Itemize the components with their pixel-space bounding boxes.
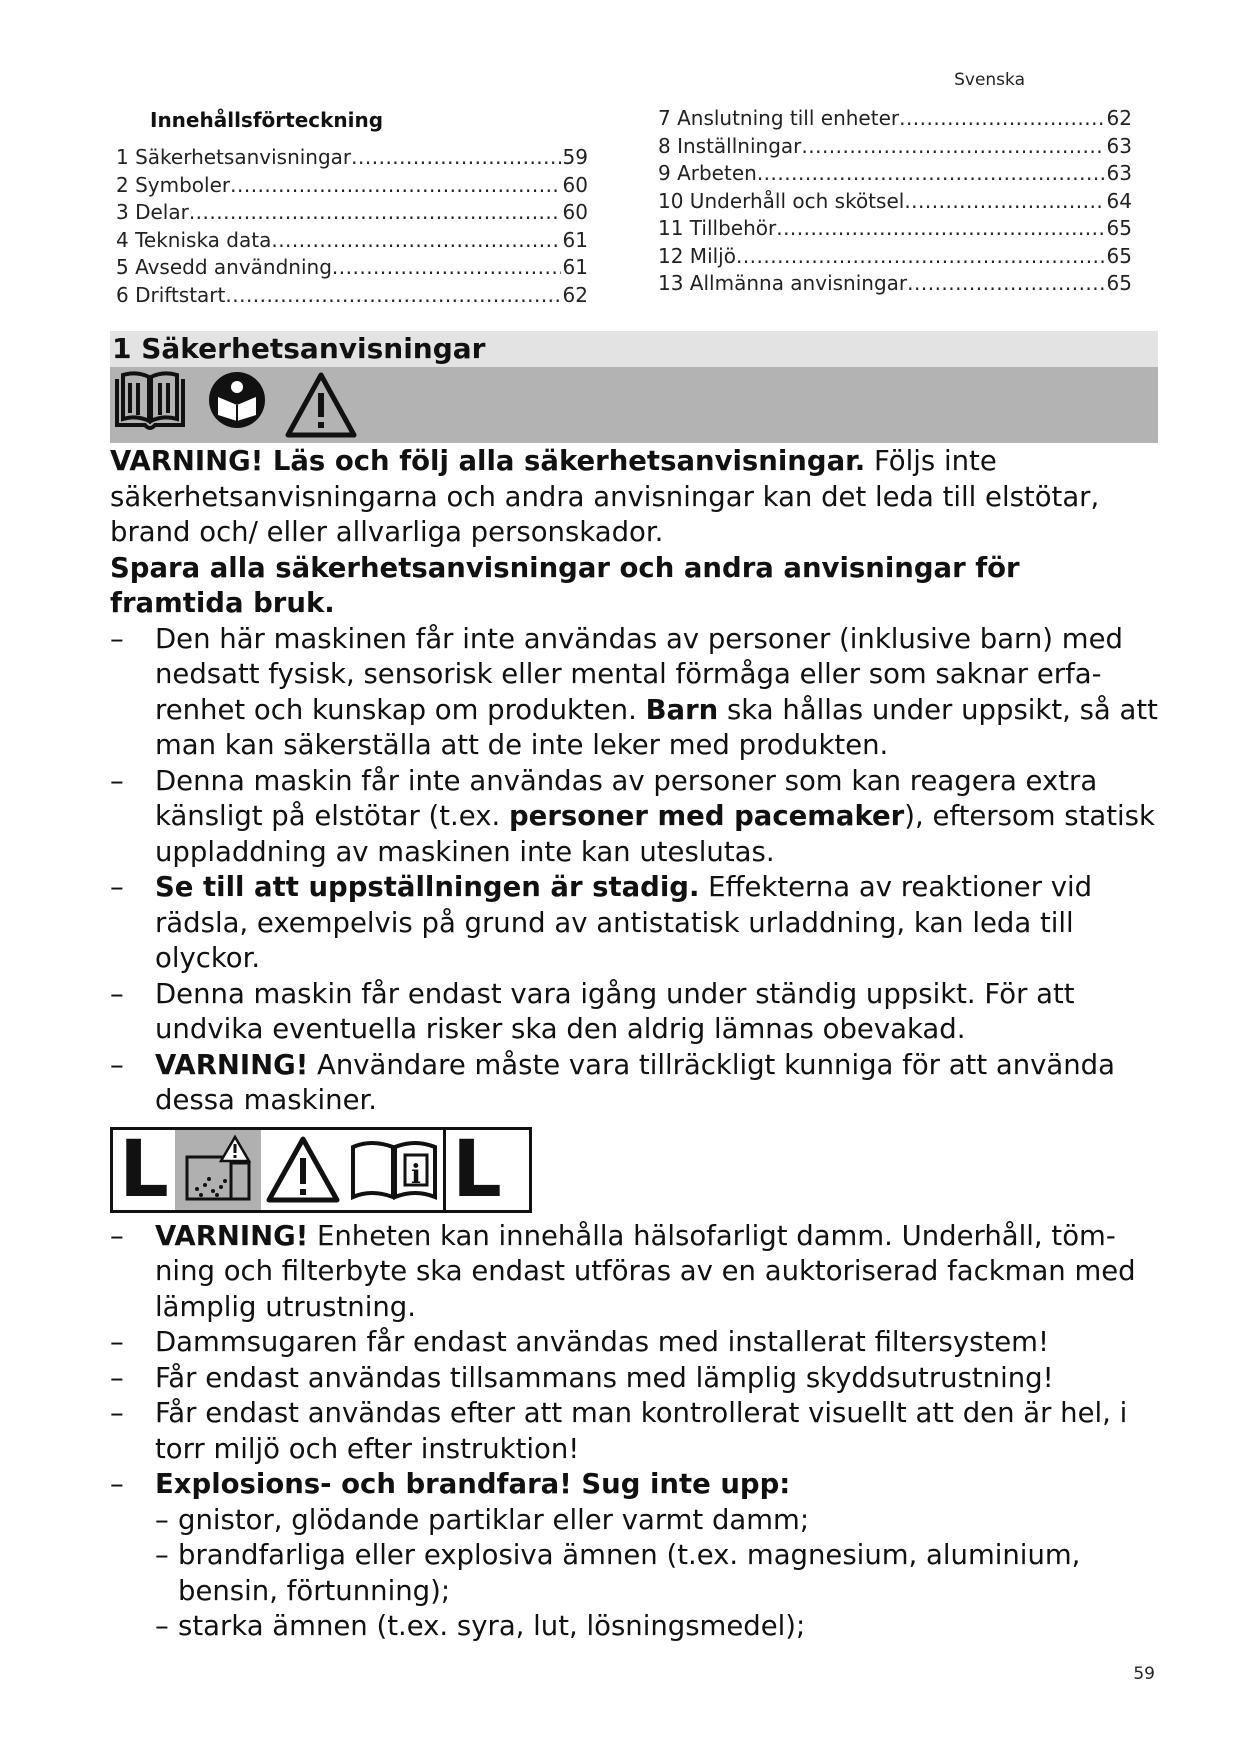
toc-entry-label: 12 Miljö [658,243,736,268]
toc-entry-label: 1 Säkerhetsanvisningar [116,145,352,169]
dust-class-letter-left: L [119,1124,169,1215]
warning-triangle-icon [261,1130,345,1210]
toc-entry-label: 7 Anslutning till enheter [658,106,900,130]
toc-entry-page: 61 [562,255,588,279]
list-item: – Explosions- och brandfara! Sug inte upp: [110,1468,791,1500]
toc-entry[interactable] [116,199,588,227]
toc-entry-page: 62 [562,282,588,307]
section-heading: 1 Säkerhetsanvisningar [110,331,1158,367]
info-manual-icon [345,1130,443,1210]
toc-entry-page: 65 [1106,271,1132,295]
toc-entry-label: 2 Symboler [116,172,231,197]
toc-entry-label: 3 Delar [116,200,189,224]
list-item: – VARNING! Användare måste vara tillräckligt kunniga för att använda dessa maskiner. [110,1048,1115,1116]
list-item: – Se till att uppställningen är stadig. Effekterna av reaktioner vid rädsla, exempelvis på grund av antistatisk urladdning, kan leda till olyckor. [110,871,1093,974]
list-item: – Den här maskinen får inte användas av personer (inklusive barn) med nedsatt fysisk, sensorisk eller mental förmåga eller som saknar erfarenhet och kunskap om produkten. Barn ska hållas under uppsikt, så att man kan säkerställa att de inte leker med produkten. [110,622,1158,761]
toc-left-column [116,144,588,309]
toc-entry-page: 61 [562,227,588,252]
toc-entry-label: 8 Inställningar [658,133,802,158]
toc-entry-page: 63 [1106,161,1132,185]
toc-entry-label: 6 Driftstart [116,282,226,307]
toc-entry[interactable] [658,105,1132,133]
hazardous-dust-icon [175,1130,261,1210]
read-manual-mandatory-icon [209,372,265,428]
sub-list-item: – gnistor, glödande partiklar eller varmt damm; [155,1503,810,1536]
warning-triangle-icon [288,375,354,435]
safety-instructions [110,444,1160,1645]
toc-entry-page: 65 [1106,216,1132,240]
toc-entry[interactable] [658,215,1132,243]
toc-entry-page: 63 [1106,133,1132,158]
toc-entry[interactable] [116,227,588,255]
save-instructions: Spara alla säkerhetsanvisningar och andra anvisningar för framtida bruk. [110,551,1020,619]
safety-icons-band [110,367,1158,443]
dust-class-label [110,1124,532,1215]
language-label: Svenska [954,70,1025,90]
list-item: – VARNING! Enheten kan innehålla hälsofarligt damm. Underhåll, tömning och filterbyte ska endast utföras av en auktoriserad fackman med lämplig utrustning. [110,1219,1136,1323]
toc-entry-page: 62 [1106,106,1132,130]
toc-entry[interactable] [116,172,588,200]
sub-list-item: – brandfarliga eller explosiva ämnen (t.ex. magnesium, aluminium, bensin, förtunning); [155,1539,1081,1607]
toc-entry-page: 60 [562,172,588,197]
toc-entry[interactable] [658,160,1132,188]
dust-class-letter-right: L [452,1124,502,1215]
toc-entry-page: 60 [562,200,588,224]
toc-entry-label: 10 Underhåll och skötsel [658,188,905,213]
toc-entry[interactable] [116,254,588,282]
toc-entry-page: 64 [1106,188,1132,213]
warning-paragraph: VARNING! Läs och följ alla säkerhetsanvisningar. Följs inte säkerhetsanvisningarna och andra anvisningar kan det leda till elstötar, brand och/ eller allvarliga personskador. [110,445,1100,548]
list-item: – Denna maskin får inte användas av personer som kan reagera extra känsligt på elstötar (t.ex. personer med pacemaker), eftersom statisk uppladdning av maskinen inte kan uteslutas. [110,764,1155,868]
toc-entry-page: 59 [562,145,588,169]
toc-right-column [658,105,1132,298]
toc-entry[interactable] [658,133,1132,161]
page-number: 59 [1133,1664,1155,1684]
toc-entry[interactable] [658,243,1132,271]
list-item: – Denna maskin får endast vara igång under ständig uppsikt. För att undvika eventuella risker ska den aldrig lämnas obevakad. [110,977,1075,1045]
toc-entry-label: 11 Tillbehör [658,216,777,240]
list-item: – Får endast användas efter att man kontrollerat visuellt att den är hel, i torr miljö och efter instruktion! [110,1397,1128,1465]
toc-title: Innehållsförteckning [150,108,384,132]
svg-text:i: i [411,1159,421,1190]
toc-entry[interactable] [658,188,1132,216]
toc-entry-label: 4 Tekniska data [116,227,272,252]
list-item: – Får endast användas tillsammans med lämplig skyddsutrustning! [110,1361,1054,1394]
list-item: – Dammsugaren får endast användas med installerat filtersystem! [110,1326,1049,1358]
toc-entry[interactable] [658,270,1132,298]
read-manual-icon [117,373,183,428]
toc-entry-page: 65 [1106,243,1132,268]
toc-entry-label: 13 Allmänna anvisningar [658,271,908,295]
sub-list-item: – starka ämnen (t.ex. syra, lut, lösningsmedel); [155,1610,806,1642]
toc-entry-label: 9 Arbeten [658,161,757,185]
toc-entry[interactable] [116,282,588,310]
toc-entry[interactable] [116,144,588,172]
toc-entry-label: 5 Avsedd användning [116,255,332,279]
